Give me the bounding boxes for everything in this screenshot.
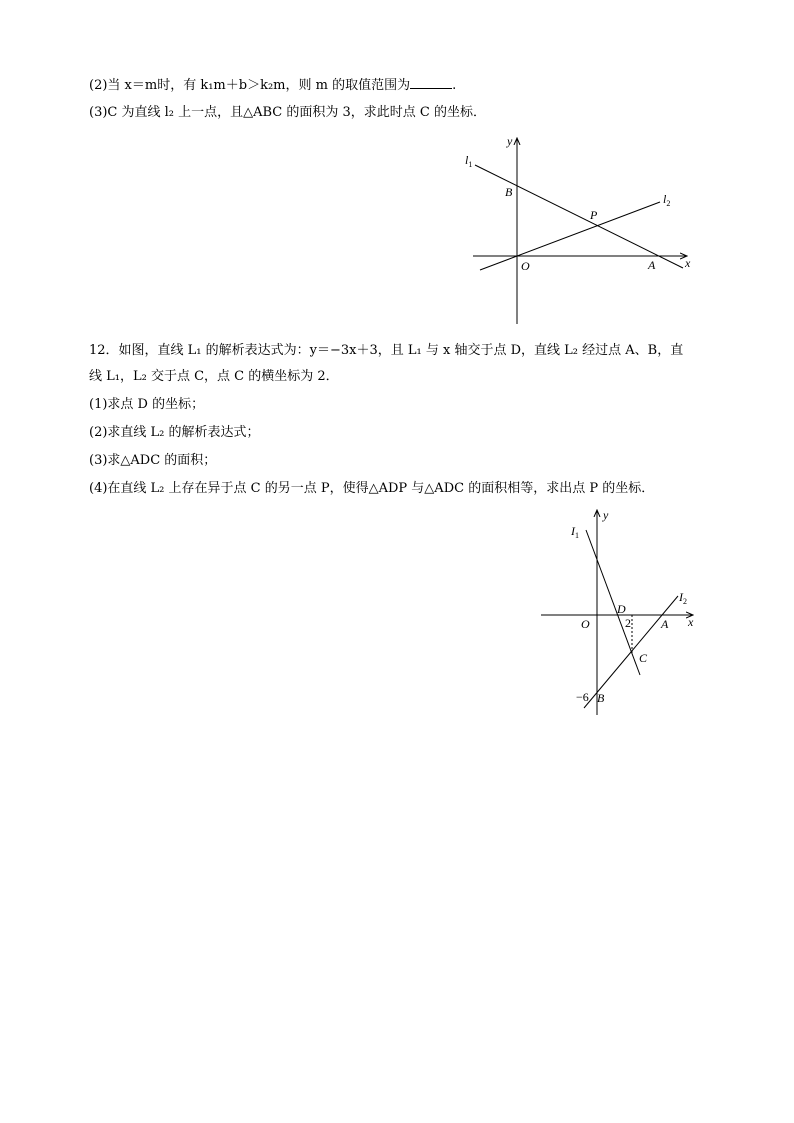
p12-q1: (1)求点 D 的坐标； [89,397,205,412]
line-l1 [475,165,683,268]
L1-label: $I_1$ [571,524,579,540]
point-D-label: D [617,602,626,616]
p11-part2-end: . [452,78,457,93]
point-A-label: A [661,617,669,631]
p11-part2 [89,76,456,95]
point-P-label: P [590,208,598,222]
l1-label: $l_1$ [465,153,473,169]
figure-1 [455,130,705,330]
point-C-label: C [639,651,648,665]
x-axis-label: x [688,615,694,629]
p12-q4: (4)在直线 L₂ 上存在异于点 C 的另一点 P，使得△ADP 与△ADC 的面积相等，求出点 P 的坐标． [89,481,655,496]
p12-q2: (2)求直线 L₂ 的解析表达式； [89,425,260,440]
neg6-label: −6 [576,690,589,704]
tick-2-label: 2 [625,616,631,630]
p12-stem-2: 线 L₁，L₂ 交于点 C，点 C 的横坐标为 2． [89,369,339,384]
x-axis-label: x [685,256,691,270]
p11-part2-text: (2)当 x＝m时，有 k₁m＋b＞k₂m，则 m 的取值范围为 [89,78,411,93]
l2-label: $l_2$ [663,192,671,208]
line-L1 [586,530,640,675]
point-A-label: A [648,258,656,272]
p12-q3: (3)求△ADC 的面积； [89,453,217,468]
p12-stem-1: 12．如图，直线 L₁ 的解析表达式为：y＝−3x＋3，且 L₁ 与 x 轴交于点 D，直线 L₂ 经过点 A、B，直 [89,343,684,358]
p11-part3: (3)C 为直线 l₂ 上一点，且△ABC 的面积为 3，求此时点 C 的坐标． [89,105,487,120]
L2-label: $I_2$ [679,590,687,606]
answer-blank[interactable] [410,76,452,89]
y-axis-label: y [603,508,609,522]
origin-label: O [521,259,530,273]
y-axis-label: y [507,134,513,148]
point-B-label: B [505,185,513,199]
point-B-label: B [597,691,605,705]
figure-2 [535,505,705,720]
origin-label: O [581,617,590,631]
